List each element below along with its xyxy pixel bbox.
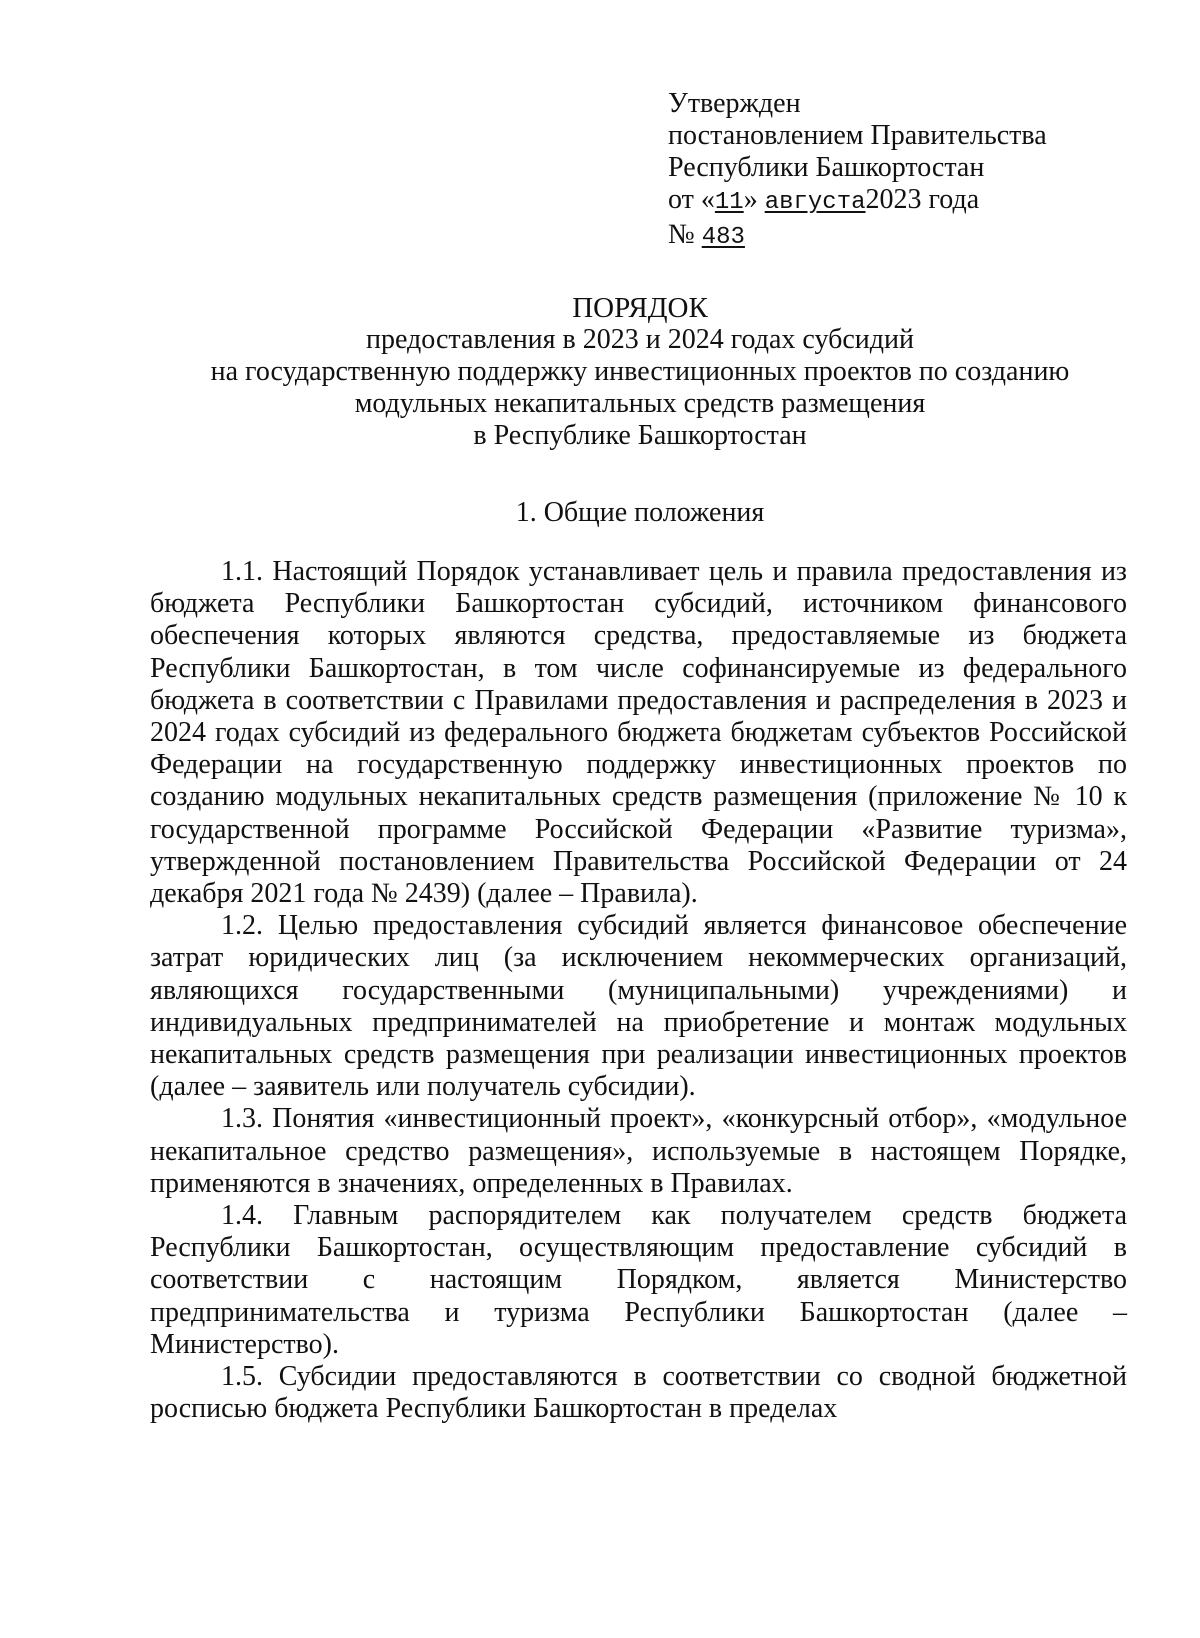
date-month: августа xyxy=(764,189,866,216)
paragraph-1-4: 1.4. Главным распорядителем как получателем средств бюджета Республики Башкортостан, осуществляющим предоставление субсидий в соответствии с настоящим Порядком, является Министерство предпринимательства и туризма Республики Башкортостан (далее – Министерство). xyxy=(150,1200,1127,1360)
approval-line-decree: постановлением Правительства xyxy=(668,120,1047,151)
document-body xyxy=(150,556,1127,1425)
date-suffix: 2023 года xyxy=(865,184,980,215)
date-day: 11 xyxy=(714,189,744,216)
paragraph-1-1: 1.1. Настоящий Порядок устанавливает цель и правила предоставления из бюджета Республики Башкортостан субсидий, источником финансового обеспечения которых являются средства, предоставляемые из бюджета Республики Башкортостан, в том числе софинансируемые из федерального бюджета в соответствии с Правилами предоставления и распределения в 2023 и 2024 годах субсидий из федерального бюджета бюджетам субъектов Российской Федерации на государственную поддержку инвестиционных проектов по созданию модульных некапитальных средств размещения (приложение № 10 к государственной программе Российской Федерации «Развитие туризма», утвержденной постановлением Правительства Российской Федерации от 24 декабря 2021 года № 2439) (далее – Правила). xyxy=(150,556,1127,910)
title-line: в Республике Башкортостан xyxy=(473,420,807,451)
approval-line-republic: Республики Башкортостан xyxy=(668,152,985,183)
document-title xyxy=(140,292,1140,452)
number-prefix: № xyxy=(668,219,702,250)
title-main: ПОРЯДОК xyxy=(572,292,708,324)
approval-stamp xyxy=(668,88,1047,254)
title-line: предоставления в 2023 и 2024 годах субсидий xyxy=(366,324,914,355)
date-prefix: от « xyxy=(668,184,715,215)
paragraph-1-2: 1.2. Целью предоставления субсидий является финансовое обеспечение затрат юридических лиц (за исключением некоммерческих организаций, являющихся государственными (муниципальными) учреждениями) и индивидуальных предпринимателей на приобретение и монтаж модульных некапитальных средств размещения при реализации инвестиционных проектов (далее – заявитель или получатель субсидии). xyxy=(150,910,1127,1103)
section-heading: 1. Общие положения xyxy=(515,497,765,528)
paragraph-1-3: 1.3. Понятия «инвестиционный проект», «конкурсный отбор», «модульное некапитальное средство размещения», используемые в настоящем Порядке, применяются в значениях, определенных в Правилах. xyxy=(150,1103,1127,1199)
number-value: 483 xyxy=(701,224,745,251)
approval-number xyxy=(668,219,1047,254)
paragraph-1-5: 1.5. Субсидии предоставляются в соответствии со сводной бюджетной росписью бюджета Республики Башкортостан в пределах xyxy=(150,1361,1127,1425)
approval-line-approved: Утвержден xyxy=(668,88,801,119)
approval-date xyxy=(668,184,1047,219)
title-line: модульных некапитальных средств размещения xyxy=(354,388,926,419)
title-line: на государственную поддержку инвестиционных проектов по созданию xyxy=(210,356,1070,387)
date-mid: » xyxy=(743,184,765,215)
